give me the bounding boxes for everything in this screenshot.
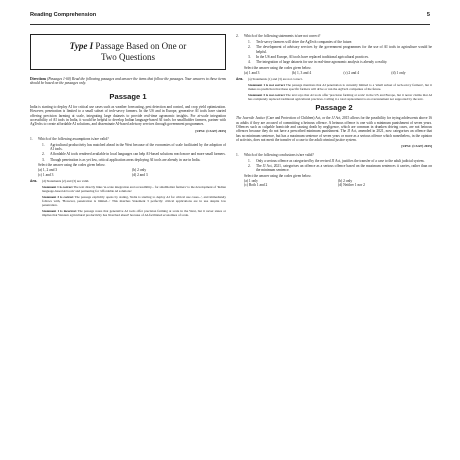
statement-text: Tech-savvy farmers will drive the AgTech companies of the future. — [256, 39, 353, 44]
answer-block — [30, 179, 226, 217]
explanation — [42, 209, 226, 217]
statement — [236, 159, 432, 163]
type-box-line1 — [35, 41, 221, 52]
header-rule — [30, 24, 430, 25]
passage-1-title: Passage 1 — [109, 91, 147, 101]
question-number: 2. — [236, 34, 239, 38]
explanation-label: Statement 3 is correct — [42, 195, 74, 200]
explanation-label: Statement 1 is correct — [42, 185, 73, 190]
option-c: (c) 2 and 4 — [343, 70, 359, 75]
statement-number: 2. — [248, 45, 251, 50]
statement — [236, 60, 432, 64]
passage-2-text — [236, 116, 432, 142]
answer-label: Ans. — [30, 179, 38, 184]
explanation-text: The passage notes that generative AI tools offer precision farming at scale in the West, but it never states or implies that Western agricultural productivity has 'marched ahead' because of AI-facilitated economies of scale. — [42, 209, 226, 218]
explanation-label: Statement 1 is incorrect — [42, 209, 77, 214]
option-a: (a) 1, 2 and 3 — [38, 168, 58, 173]
answer-options — [236, 71, 432, 75]
statement-text: Agricultural productivity has matched ahead in the West because of the economies of scale facilitated by the adoption of AI tools. — [50, 142, 226, 152]
statement-text: The JJ Act, 2021, categorises an offence as a serious offence based on the maximum sentences it carries, rather than on the minimum sentence. — [256, 163, 432, 173]
option-c: (c) 1 and 3 — [38, 172, 54, 177]
statement-number: 1. — [248, 158, 251, 163]
statement-number: 2. — [248, 163, 251, 168]
question-number: 1. — [30, 136, 33, 141]
answer-block — [236, 77, 432, 101]
statement — [30, 158, 226, 162]
page-header — [30, 12, 430, 24]
type-label: Type I — [69, 41, 94, 51]
statement-text: The integration of large datasets for use in real-time agronomic analysis is already a reality. — [256, 60, 388, 65]
directions-label: Directions — [30, 77, 47, 81]
explanation-label: Statement 3 is not correct — [248, 93, 285, 98]
passage-2-text-part: (Care and Protection of Children) Act, or the — [265, 116, 332, 121]
question-3 — [236, 153, 432, 157]
option-d: (d) 1 only — [391, 70, 406, 75]
passage-1-text: India is starting to deploy AI for critical use cases such as weather forecasting, pest detection and control, and crop yield optimization. However, penetration is limited to a small subset of tech-savvy farmers. In the US and in Europe, generative AI tools have started offering precision farming at scale, integrating large datasets to provide real-time agronomic insights. For at-scale integration accessibility of AI tools in India, it would be helpful to develop Indian language-based AI tools for smallholder farmers, partner with AgTechs to create affordable AI solutions, and disseminate AI-based advisory services through government programmes. — [30, 104, 226, 127]
section-type-box — [30, 34, 226, 70]
explanation — [42, 195, 226, 207]
statement — [236, 164, 432, 173]
answer-label: Ans. — [236, 77, 244, 82]
answer-options — [236, 179, 432, 188]
type-box-line2: Two Questions — [100, 52, 156, 62]
statement-text: The development of advisory services by the government programmes for the use of AI tools in agriculture would be helpful. — [256, 45, 432, 54]
statement — [30, 152, 226, 156]
statement — [30, 143, 226, 152]
option-a: (a) 1 and 3 — [244, 70, 260, 75]
passage-2-title: Passage 2 — [315, 103, 353, 113]
option-d: (d) 2 and 3 — [132, 172, 148, 177]
explanation — [42, 185, 226, 193]
right-column — [236, 34, 432, 190]
statement-number: 3. — [42, 157, 45, 162]
directions — [30, 77, 226, 86]
answer-body — [248, 77, 432, 101]
explanation-text: The passage explicitly opens by stating, 'India is starting to deploy AI for critical use cases...', and immediately follows with, 'However, penetration is limited...' This matches Statement 3 perfectly: critical applications are in use despite low penetration. — [42, 195, 227, 208]
passage-2-text-part: , 2015 allows for the possibility for trying adolescents above 16 as adults if they are accused of committing a heinous offence. A heinous offence is one with a minimum punishment of seven years. Offences such as culpable homicide and causing death by negligence, which are common in drunken driving cases, are not heinous offences because they do not have a prescribed minimum punishment. The JJ Act, amended in 2021, now categorises an offence that has no minimum sentence, but has a maximum sentence of seven years or more as a serious offence which nonetheless, in the opinion of activists, does not merit the transfer of a case to the adult criminal justice system. — [236, 116, 433, 142]
statement-text: Affordable AI tools rendered available in local languages can help AI-based solutions reach more and more small farmers. — [50, 152, 226, 157]
question-1 — [30, 137, 226, 141]
statement-text: Though penetration is as yet low, critical application areas deploying AI tools are already in use in India. — [50, 157, 201, 162]
select-instruction: Select the answer using the codes given below. — [244, 65, 312, 70]
answer-body — [42, 179, 226, 217]
explanation — [248, 93, 432, 101]
option-b: (b) 1, 3 and 4 — [291, 70, 312, 75]
answer-text: (a) Statements (1) and (3) are not correct. — [248, 77, 303, 82]
option-b: (b) 2 only — [132, 168, 147, 173]
statement-number: 2. — [42, 152, 45, 157]
explanation-text: The text says that AI tools offer 'precision farming at scale' in the US and Europe, but it never claims that AI has completely replaced traditional agricultural practices. Calling it a total replacement is an overstatement not supported by the text. — [248, 93, 432, 102]
answer-text: (d) Statements (2) and (3) are valid. — [42, 179, 90, 184]
explanation — [248, 83, 432, 91]
question-2 — [236, 34, 432, 38]
passage-1-source: [UPSC (CSAT) 2025] — [195, 128, 226, 133]
left-column — [30, 34, 226, 217]
statement-number: 4. — [248, 60, 251, 65]
explanation-text: The passage mentions that AI penetration is currently limited to a 'small subset of tech-savvy farmers', but it makes no prediction that these specific farmers will drive or run the AgTech companies of the future. — [248, 83, 432, 92]
question-text: Which of the following statements is/are not correct? — [244, 34, 321, 38]
statement — [236, 55, 432, 59]
select-instruction: Select the answer using the codes given below. — [244, 173, 312, 178]
question-number: 1. — [236, 152, 239, 157]
statement-number: 1. — [248, 39, 251, 44]
passage-2-source: [UPSC (CSAT) 2025] — [401, 144, 432, 149]
option-c: (c) Both 1 and 2 — [244, 183, 268, 188]
act-short-name: JJ Act — [331, 116, 341, 121]
statement — [236, 45, 432, 54]
statement-number: 3. — [248, 54, 251, 59]
option-b: (b) 2 only — [338, 178, 353, 183]
act-name: The Juvenile Justice — [236, 116, 266, 121]
statement-text: Only a serious offence as categorised by the revised JJ Act, justifies the transfer of a case to the adult judicial system. — [256, 158, 425, 163]
question-text: Which of the following conclusions is/are valid? — [244, 152, 314, 157]
statement — [236, 40, 432, 44]
statement-number: 1. — [42, 142, 45, 147]
option-d: (d) Neither 1 nor 2 — [338, 183, 365, 188]
explanation-label: Statement 1 is not correct — [248, 83, 285, 88]
page-number: 5 — [426, 12, 430, 18]
type-box-heading-rest: Passage Based on One or — [93, 41, 187, 51]
running-title: Reading Comprehension — [30, 12, 97, 18]
question-text: Which of the following assumptions is/are valid? — [38, 136, 109, 141]
explanation-text: The text directly links 'at-scale integration and accessibility... for smallholder farmers' to the development of 'Indian language-based AI tools' and partnering for 'affordable AI solutions'. — [42, 185, 226, 194]
directions-text: (Passages 1-60) Read the following passages and answer the items that follow the passages. Your answers to these items should be based on the passages only. — [30, 77, 226, 86]
option-a: (a) 1 only — [244, 178, 258, 183]
answer-options — [30, 168, 226, 177]
select-instruction: Select the answer using the codes given below. — [38, 163, 106, 168]
statement-text: In the US and Europe, AI tools have replaced traditional agricultural practices. — [256, 54, 369, 59]
